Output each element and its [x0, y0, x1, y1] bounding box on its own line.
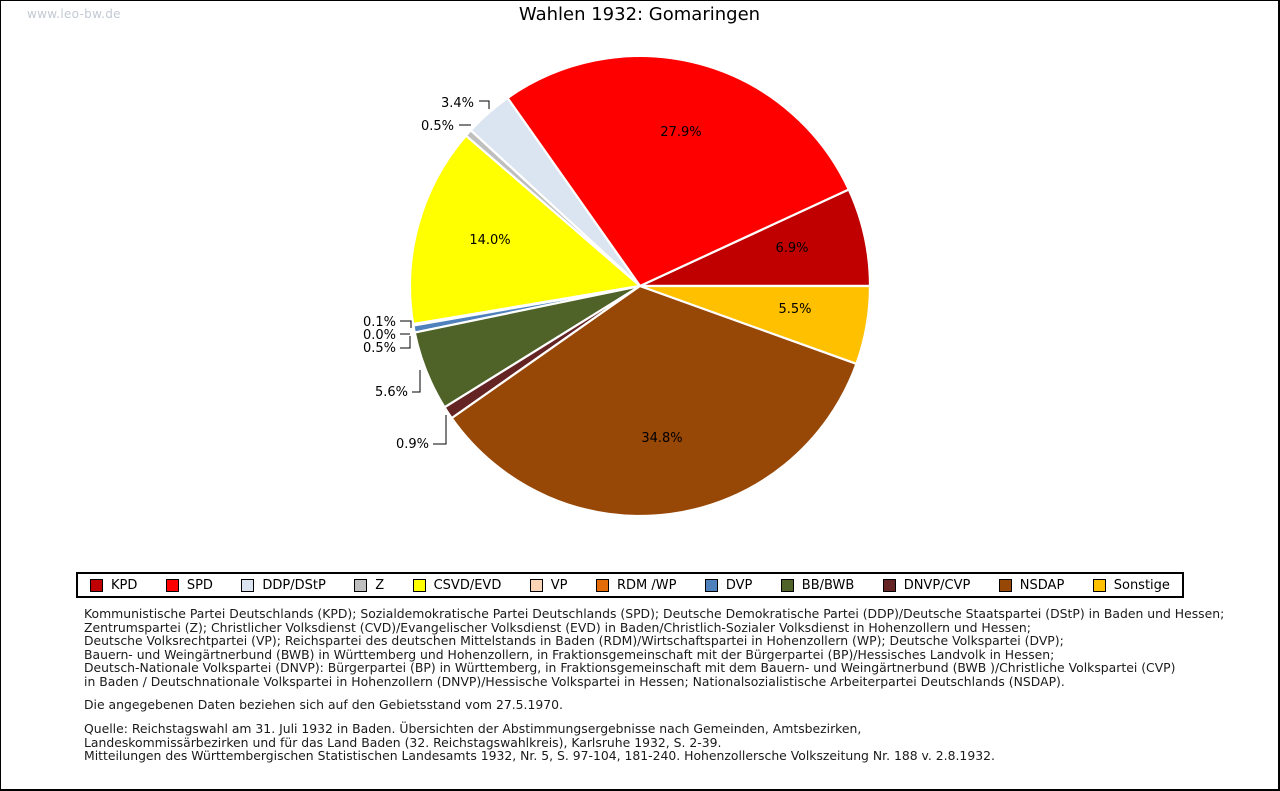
legend-color-swatch — [596, 579, 609, 592]
legend-label: SPD — [186, 577, 213, 593]
percentage-label: 5.5% — [778, 302, 812, 317]
pie-slices — [410, 56, 870, 516]
legend-label: CSVD/EVD — [433, 577, 502, 593]
percentage-label: 0.5% — [362, 341, 396, 356]
legend-color-swatch — [705, 579, 718, 592]
legend-label: Z — [375, 577, 385, 593]
legend-color-swatch — [90, 579, 103, 592]
legend-color-swatch — [999, 579, 1012, 592]
legend-item-z — [354, 578, 384, 593]
text-line: Deutsch-Nationale Volkspartei (DNVP): Bürgerpartei (BP) in Württemberg, in Fraktionsgemeinschaft mit dem Bauern- und Weingärtnerbund (BWB )/Christliche Volkspartei (CVP) — [84, 660, 1176, 676]
legend-item-rdm-wp — [596, 578, 676, 593]
legend-label: NSDAP — [1019, 577, 1065, 593]
legend-label: Sonstige — [1113, 577, 1170, 593]
leader-line — [412, 370, 420, 392]
text-line: Quelle: Reichstagswahl am 31. Juli 1932 in Baden. Übersichten der Abstimmungsergebnisse nach Gemeinden, Amtsbezirken, — [84, 721, 862, 737]
percentage-label: 3.4% — [440, 96, 474, 111]
percentage-label: 0.0% — [362, 328, 396, 343]
text-line: Deutsche Volksrechtpartei (VP); Reichspartei des deutschen Mittelstands in Baden (RDM)/Wirtschaftspartei in Hohenzollern (WP); Deutsche Volkspartei (DVP); — [84, 633, 1064, 649]
legend-color-swatch — [413, 579, 426, 592]
legend-color-swatch — [354, 579, 367, 592]
legend-color-swatch — [1093, 579, 1106, 592]
legend-item-ddp-dstp — [241, 578, 325, 593]
text-line: Bauern- und Weingärtnerbund (BWB) in Württemberg und Hohenzollern, in Fraktionsgemeinschaft mit der Bürgerpartei (BP)/Hessisches Landvolk in Hessen; — [84, 646, 1055, 662]
text-line: Mitteilungen des Württembergischen Statistischen Landesamts 1932, Nr. 5, S. 97-104, 181-240. Hohenzollersche Volkszeitung Nr. 188 v. 2.8.1932. — [84, 748, 995, 764]
legend-item-sonstige — [1093, 578, 1170, 593]
legend-label: BB/BWB — [801, 577, 855, 593]
legend-color-swatch — [883, 579, 896, 592]
legend-item-nsdap — [999, 578, 1065, 593]
legend-label: KPD — [111, 577, 138, 593]
legend-item-kpd — [90, 578, 137, 593]
source-note — [84, 722, 1274, 763]
percentage-label: 5.6% — [374, 385, 408, 400]
leader-line — [400, 336, 410, 348]
leader-line — [433, 415, 446, 444]
percentage-label: 34.8% — [641, 431, 683, 446]
legend-item-dvp — [705, 578, 753, 593]
percentage-label: 14.0% — [469, 233, 511, 248]
legend-item-csvd-evd — [413, 578, 502, 593]
legend-color-swatch — [241, 579, 254, 592]
legend-item-vp — [530, 578, 568, 593]
footnotes — [84, 607, 1274, 763]
page-title: Wahlen 1932: Gomaringen — [518, 4, 761, 25]
percentage-label: 6.9% — [775, 241, 809, 256]
leader-line — [479, 101, 489, 109]
legend-color-swatch — [530, 579, 543, 592]
percentage-label: 0.5% — [420, 119, 454, 134]
text-line: Landeskommissärbezirken und für das Land Baden (32. Reichstagswahlkreis), Karlsruhe 1932, S. 2-39. — [84, 734, 722, 750]
percentage-label: 0.9% — [395, 437, 429, 452]
chart-legend — [76, 572, 1184, 598]
legend-label: DNVP/CVP — [903, 577, 971, 593]
text-line: Zentrumspartei (Z); Christlicher Volksdienst (CVD)/Evangelischer Volksdienst (EVD) in Baden/Christlich-Sozialer Volksdienst in Hohenzollern und Hessen; — [84, 619, 1031, 635]
text-line: in Baden / Deutschnationale Volkspartei in Hohenzollern (DNVP)/Hessische Volkspartei in Hessen; Nationalsozialistische Arbeiterpartei Deutschlands (NSDAP). — [84, 673, 1065, 689]
legend-label: RDM /WP — [616, 577, 677, 593]
legend-label: DVP — [725, 577, 753, 593]
legend-item-dnvp-cvp — [883, 578, 971, 593]
percentage-label: 0.1% — [362, 315, 396, 330]
legend-item-bb-bwb — [781, 578, 854, 593]
legend-label: VP — [550, 577, 568, 593]
legend-color-swatch — [781, 579, 794, 592]
text-line: Die angegebenen Daten beziehen sich auf den Gebietsstand vom 27.5.1970. — [84, 696, 563, 712]
legend-color-swatch — [166, 579, 179, 592]
legend-label: DDP/DStP — [262, 577, 326, 593]
leader-line — [400, 321, 411, 328]
text-line: Kommunistische Partei Deutschlands (KPD); Sozialdemokratische Partei Deutschlands (SPD); Deutsche Demokratische Partei (DDP)/Deutsche Staatspartei (DStP) in Baden und Hessen; — [84, 606, 1225, 621]
watermark-text: www.leo-bw.de — [27, 7, 121, 21]
gebietsstand-note — [84, 698, 1274, 712]
percentage-label: 27.9% — [660, 125, 702, 140]
party-descriptions — [84, 607, 1274, 689]
pie-chart — [1, 1, 1280, 561]
legend-item-spd — [166, 578, 213, 593]
